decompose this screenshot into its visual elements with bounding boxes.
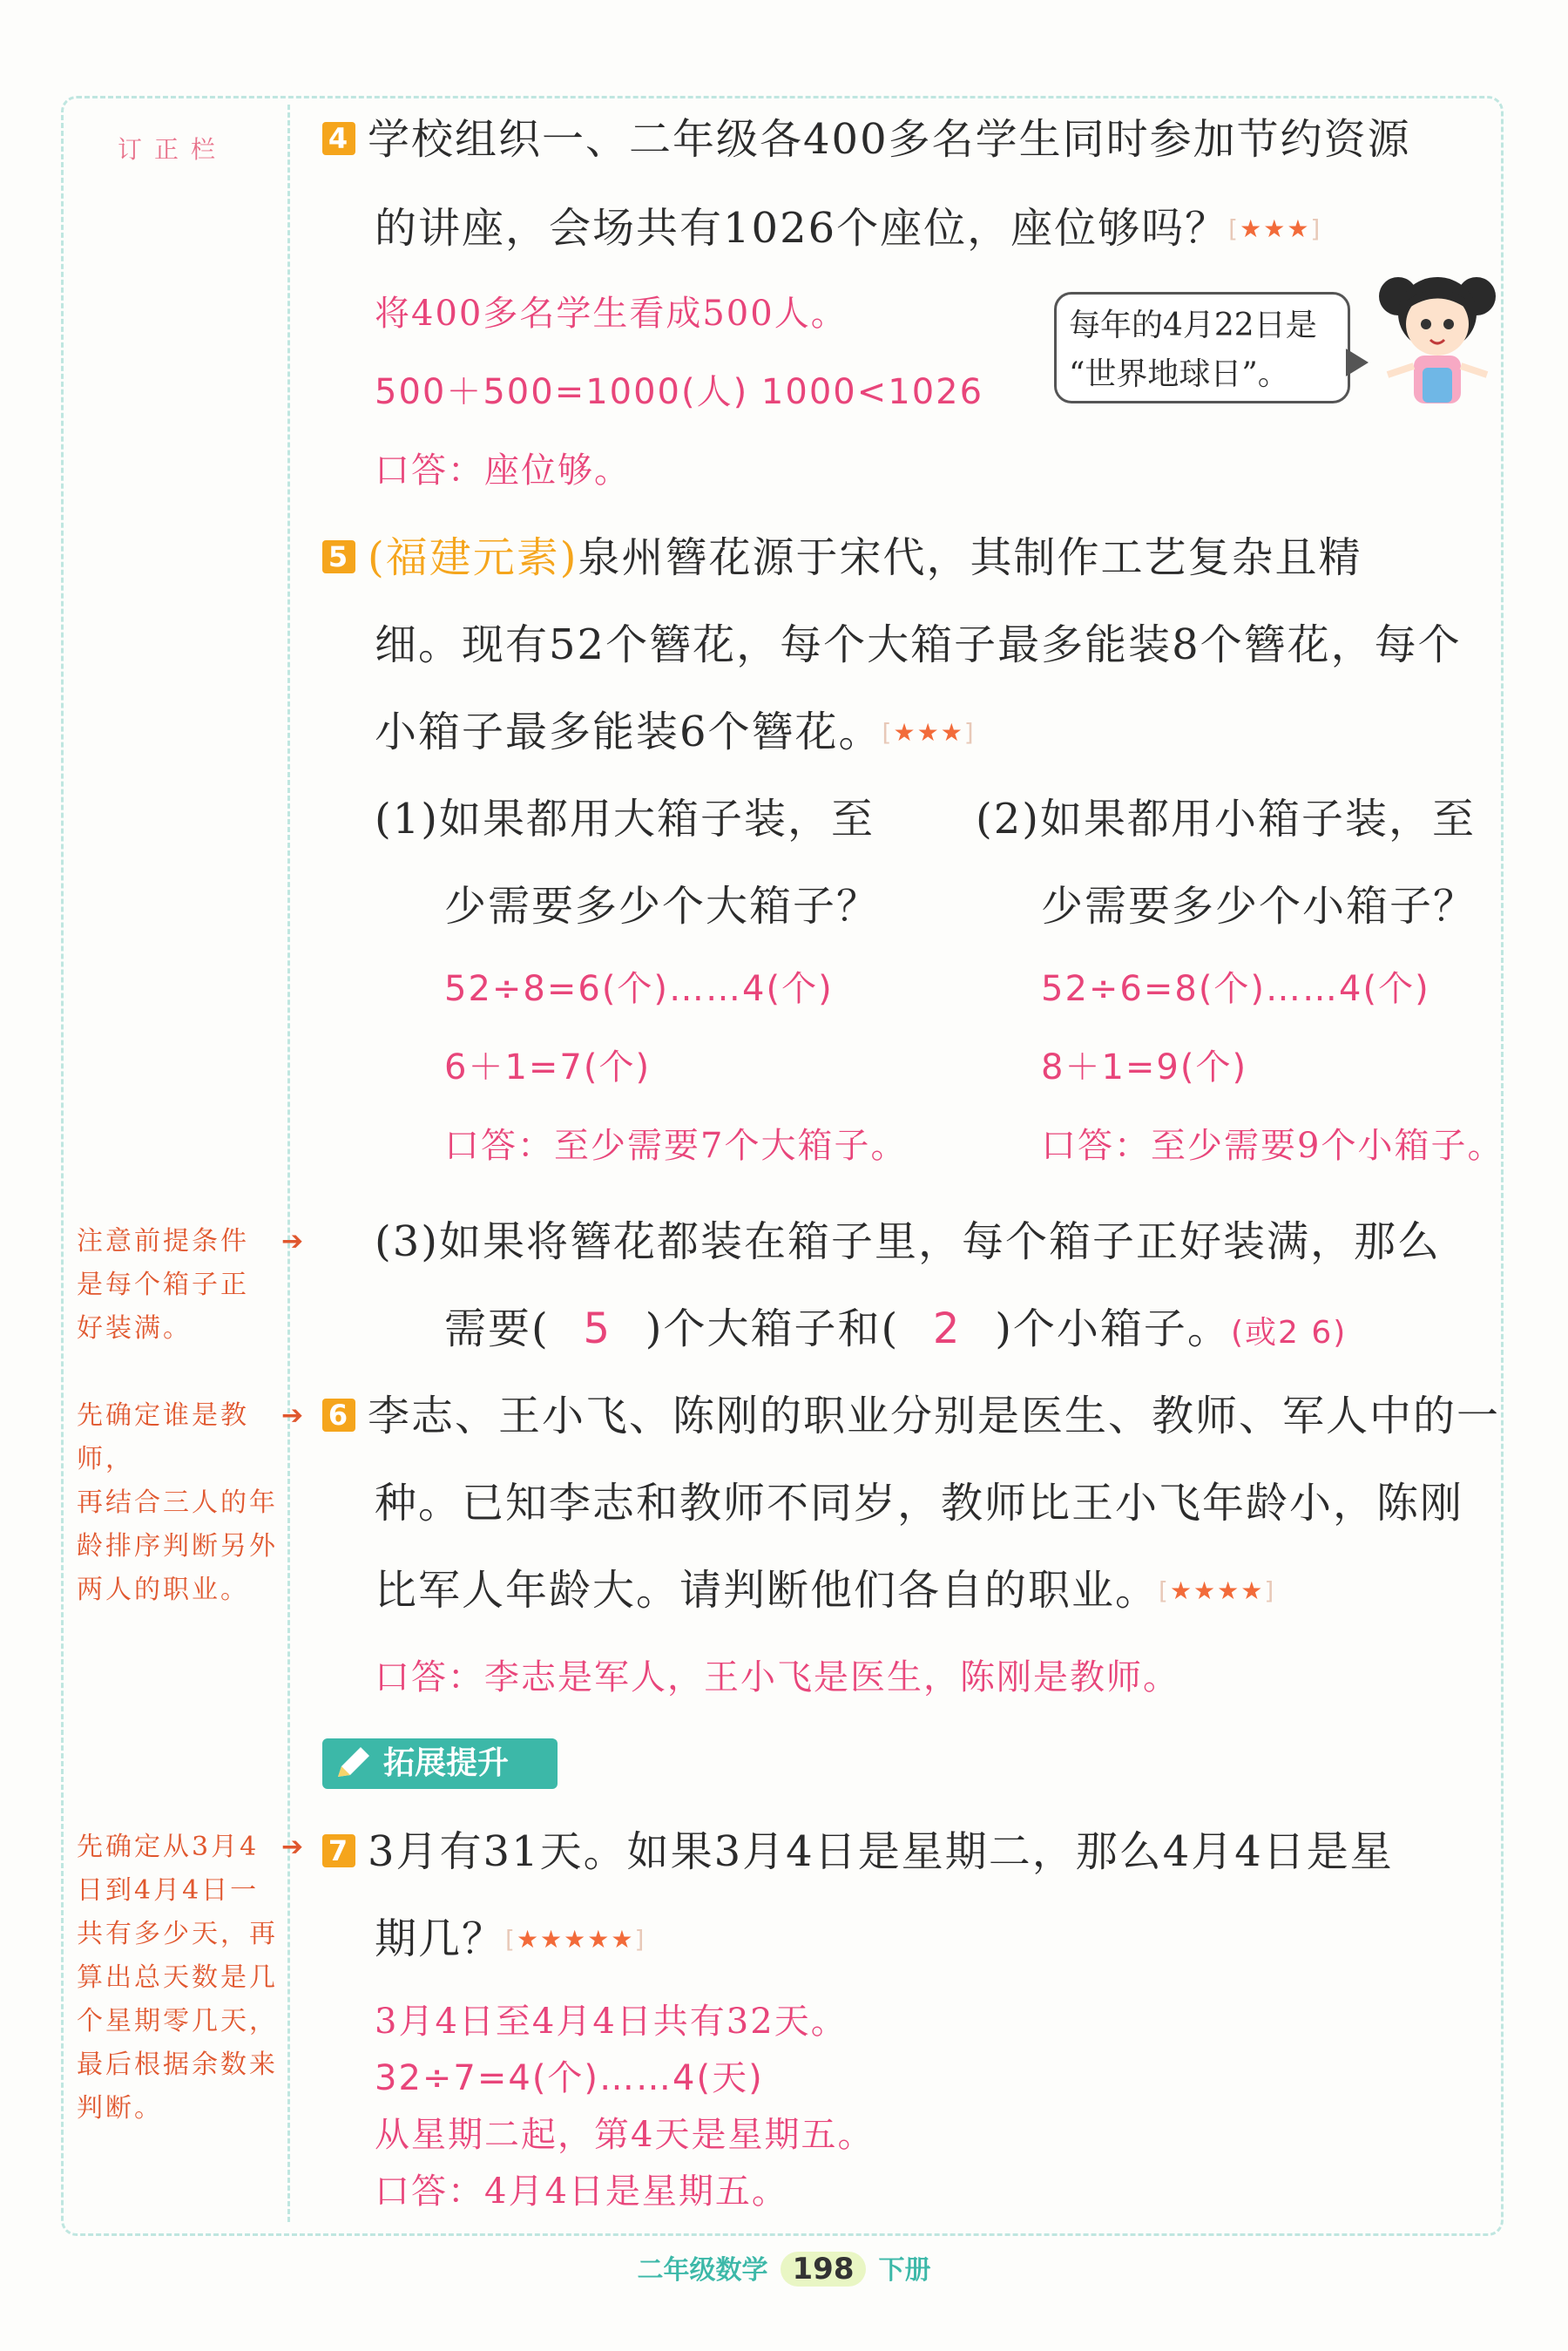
q4-line1: 4 学校组织一、二年级各400多名学生同时参加节约资源 [322,113,1411,166]
difficulty-stars: [★★★] [882,718,976,747]
note-line: 好装满。 [77,1313,192,1344]
q7-answer-2: 32÷7=4(个)……4(天) [375,2058,764,2098]
question-number-badge: 7 [322,1834,355,1867]
q6-line2: 种。已知李志和教师不同岁，教师比王小飞年龄小，陈刚 [375,1479,1464,1528]
note-line: 是每个箱子正 [77,1270,249,1300]
section-banner [322,1738,558,1789]
q5-line3: 小箱子最多能装6个簪花。[★★★] [375,708,976,756]
note-line: 判断。 [77,2093,163,2124]
q5-sub1-answer-1: 52÷8=6(个)……4(个) [444,969,834,1009]
question-number-badge: 4 [322,122,355,155]
note-line: 先确定谁是教师， [77,1400,249,1474]
note-line: 再结合三人的年 [77,1487,278,1518]
margin-note-q6 [77,1394,307,1612]
note-line: 龄排序判断另外 [77,1531,278,1562]
girl-illustration [1372,261,1503,418]
q5-sub2-line2: 少需要多少个小箱子？ [1041,882,1477,931]
question-number-badge: 5 [322,540,355,573]
q5-sub3-line2: 需要( 5 )个大箱子和( 2 )个小箱子。(或2 6) [444,1304,1348,1353]
answer-blank-2: 2 [932,1304,962,1353]
arrow-right-icon: ➔ [281,1226,307,1257]
question-number-badge: 6 [322,1399,355,1432]
note-line: 个星期零几天， [77,2006,278,2036]
note-line: 日到4月4日一 [77,1875,260,1906]
difficulty-stars: [★★★] [1228,214,1322,243]
section-title: 拓展提升 [383,1745,510,1781]
q7-line2: 期几？[★★★★★] [375,1914,646,1963]
q5-sub2-line1: (2)如果都用小箱子装，至 [976,795,1476,844]
page-footer [0,2248,1568,2287]
q6-answer: 口答：李志是军人，王小飞是医生，陈刚是教师。 [375,1657,1179,1697]
speech-bubble-tail [1346,349,1369,376]
speech-bubble: 每年的4月22日是 “世界地球日”。 [1054,292,1350,403]
q5-line2: 细。现有52个簪花，每个大箱子最多能装8个簪花，每个 [375,620,1462,669]
footer-grade: 二年级数学 [637,2255,768,2286]
note-line: 算出总天数是几 [77,1962,278,1993]
q5-sub1-answer-3: 口答：至少需要7个大箱子。 [444,1126,908,1166]
q5-sub2-answer-3: 口答：至少需要9个小箱子。 [1041,1126,1504,1166]
arrow-right-icon: ➔ [281,1832,307,1862]
q7-answer-1: 3月4日至4月4日共有32天。 [375,2002,848,2042]
page-number: 198 [781,2252,867,2287]
alternative-answer: (或2 6) [1230,1315,1348,1351]
q5-sub3-line1: (3)如果将簪花都装在箱子里，每个箱子正好装满，那么 [375,1217,1441,1266]
q6-line1: 6 李志、王小飞、陈刚的职业分别是医生、教师、军人中的一 [322,1390,1500,1442]
pencil-icon [331,1742,375,1785]
q6-line3: 比军人年龄大。请判断他们各自的职业。[★★★★] [375,1566,1276,1615]
margin-note-q5 [77,1220,307,1351]
q4-answer-3: 口答：座位够。 [375,451,631,491]
correction-column-title: 订正栏 [118,135,228,164]
q7-answer-3: 从星期二起，第4天是星期五。 [375,2115,875,2155]
q5-sub1-line1: (1)如果都用大箱子装，至 [375,795,875,844]
q7-line1: 7 3月有31天。如果3月4日是星期二，那么4月4日是星 [322,1826,1394,1878]
q5-line1: 5 (福建元素)泉州簪花源于宋代，其制作工艺复杂且精 [322,532,1362,584]
arrow-right-icon: ➔ [281,1400,307,1431]
q4-answer-1: 将400多名学生看成500人。 [375,294,848,334]
difficulty-stars: [★★★★★] [505,1925,646,1954]
note-line: 最后根据余数来 [77,2050,278,2080]
margin-note-q7 [77,1826,307,2131]
q7-answer-4: 口答：4月4日是星期五。 [375,2171,788,2212]
q4-answer-2: 500＋500=1000(人) 1000<1026 [375,372,984,412]
q5-sub2-answer-2: 8＋1=9(个) [1041,1047,1248,1087]
difficulty-stars: [★★★★] [1159,1576,1276,1605]
q4-line2: 的讲座，会场共有1026个座位，座位够吗？[★★★] [375,204,1322,253]
note-line: 先确定从3月4 [77,1832,260,1862]
note-line: 注意前提条件 [77,1226,249,1257]
q5-sub1-line2: 少需要多少个大箱子？ [444,882,881,931]
note-line: 两人的职业。 [77,1575,249,1605]
footer-volume: 下册 [878,2255,931,2286]
fujian-tag: (福建元素) [368,533,578,582]
q5-sub1-answer-2: 6＋1=7(个) [444,1047,652,1087]
answer-blank-1: 5 [583,1304,612,1353]
q5-sub2-answer-1: 52÷6=8(个)……4(个) [1041,969,1430,1009]
note-line: 共有多少天，再 [77,1919,278,1949]
